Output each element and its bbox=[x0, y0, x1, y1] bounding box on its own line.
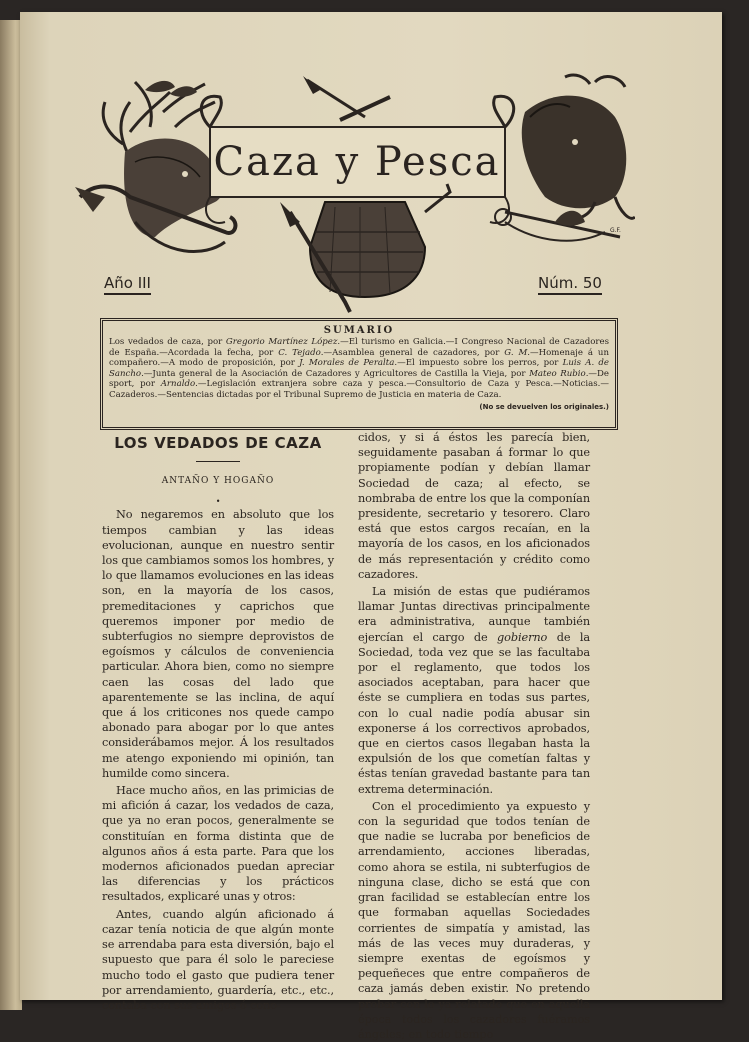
text-run: .—Legislación extranjera sobre caza y pesca.—Consultorio de Caza y Pesca.—Noticias.—Cazaderos.—Sentencias dictadas por el Tribunal Supremo de Justicia en materia de Caza. bbox=[109, 379, 610, 400]
crossed-rods-illustration bbox=[303, 76, 390, 120]
fish-creel-illustration bbox=[280, 184, 450, 312]
italic-run: gobierno bbox=[497, 630, 548, 644]
boar-head-illustration bbox=[522, 75, 635, 219]
summary-box bbox=[100, 318, 618, 430]
issue-number: Núm. 50 bbox=[538, 274, 602, 295]
italic-run: Gregorio Martínez López bbox=[225, 337, 338, 347]
text-run: .—Junta general de la Asociación de Cazadores y Agricultores de Castilla la Vieja, por bbox=[141, 368, 530, 379]
text-run: .—El turismo en Galicia.—I Congreso Nacional de Cazadores de España.—Acordada la fecha, por bbox=[109, 337, 609, 358]
text-run: La misión de estas que pudiéramos llamar Juntas directivas principalmente era administrativa, aunque también ejercían el cargo de bbox=[358, 585, 590, 644]
text-run: .—El impuesto sobre los perros, por bbox=[394, 358, 563, 369]
text-run: .—Asamblea general de cazadores, por bbox=[320, 347, 505, 358]
summary-heading: SUMARIO bbox=[323, 325, 395, 336]
illustrator-mark: G.F. bbox=[610, 227, 621, 234]
text-run: —Homenaje á un compañero.—A modo de proposición, por bbox=[109, 347, 609, 369]
paragraph: Antes, cuando algún aficionado á cazar tenía noticia de que algún monte se arrendaba para esta diversión, bajo el supuesto que para él solo le pareciese mucho todo el gasto que pudiera tener por arrendamiento, guardería, etc., etc., contaba con sus amigos ó cono- bbox=[102, 907, 334, 1012]
article-column-left bbox=[102, 430, 334, 1013]
text-run: .—De sport, por bbox=[109, 368, 610, 390]
title-banner bbox=[212, 132, 502, 192]
paragraph: No negaremos en absoluto que los tiempos cambian y las ideas evolucionan, aunque en nuestro sentir los que cambiamos somos los hombres, y lo que llamamos evoluciones en las ideas son, en la mayoría de los casos, premeditaciones y caprichos que queremos imponer por medio de subterfugios no siempre deprovistos de egoísmos y cálculos de conveniencia particular. Ahora bien, como no siempre caen las cosas del lado que aparentemente se las inclina, de aquí que á los criticones nos quede campo abonado para abogar por lo que antes considerábamos mejor. Á los resultados me atengo exponiendo mi opinión, tan humilde como sincera. bbox=[102, 508, 334, 780]
italic-run: C. Tejado bbox=[278, 347, 321, 358]
summary-text bbox=[109, 337, 609, 401]
ornament-dot: • bbox=[215, 497, 221, 507]
italic-run: Luis A. de Sancho bbox=[109, 358, 610, 379]
paragraph: Con el procedimiento ya expuesto y con la seguridad que todos tenían de que nadie se lucraba por beneficios de arrendamiento, acciones liberadas, como ahora se estila, ni subterfugios de ninguna clase, dicho se está que con gran facilidad se establecían entre los que formaban aquellas Sociedades corrientes de simpatía y amistad, las más de las veces muy duraderas, y siempre exentas de egoísmos y pequeñeces que entre compañeros de caza jamás deben existir. No pretendo probar con lo ya relatado que en aquella época todos los cazadores fuéramos ángeles; en todo tiempo bbox=[358, 799, 590, 1041]
book-spine bbox=[0, 20, 22, 1010]
article-title: LOS VEDADOS DE CAZA bbox=[114, 434, 322, 452]
paragraph: cidos, y si á éstos les parecía bien, seguidamente pasaban á formar lo que propiamente podían y debían llamar Sociedad de caza; al efecto, se nombraba de entre los que la componían presidente, secretario y tesorero. Claro está que estos cargos recaían, en la mayoría de los casos, en los aficionados de más representación y crédito como cazadores. bbox=[358, 431, 590, 581]
summary-note: (No se devuelven los originales.) bbox=[479, 402, 609, 411]
italic-run: Arnaldo bbox=[160, 379, 196, 390]
title-divider bbox=[196, 461, 240, 462]
paragraph: Hace mucho años, en las primicias de mi afición á cazar, los vedados de caza, que ya no eran pocos, generalmente se constituían en forma distinta que de algunos años á esta parte. Para que los modernos aficionados puedan apreciar las diferencias y los prácticos resultados, explicaré unas y otros: bbox=[102, 784, 334, 904]
fishing-rods-illustration bbox=[495, 209, 620, 241]
paragraph bbox=[358, 584, 590, 797]
deer-head-illustration bbox=[103, 82, 222, 237]
magazine-title: Caza y Pesca bbox=[213, 139, 501, 185]
text-run: Los vedados de caza, por bbox=[109, 337, 226, 347]
italic-run: G. M. bbox=[504, 347, 531, 358]
magazine-page bbox=[20, 12, 722, 1041]
leaves-ornament bbox=[145, 81, 197, 97]
article-subtitle: ANTAÑO Y HOGAÑO bbox=[161, 476, 275, 487]
article-column-right bbox=[358, 430, 590, 1042]
italic-run: J. Morales de Peralta bbox=[299, 358, 395, 369]
italic-run: Mateo Rubio bbox=[529, 368, 586, 379]
text-run: de la Sociedad, toda vez que se las facultaba por el reglamento, que todos los asociados aceptaban, para hacer que éste se cumpliera en todas sus partes, con lo cual nadie podía abusar sin exponerse á los correctivos aprobados, que en ciertos casos llegaban hasta la expulsión de los que cometían faltas y éstas tenían gravedad bastante para tan extrema determinación. bbox=[358, 630, 590, 796]
year-label: Año III bbox=[104, 274, 151, 295]
